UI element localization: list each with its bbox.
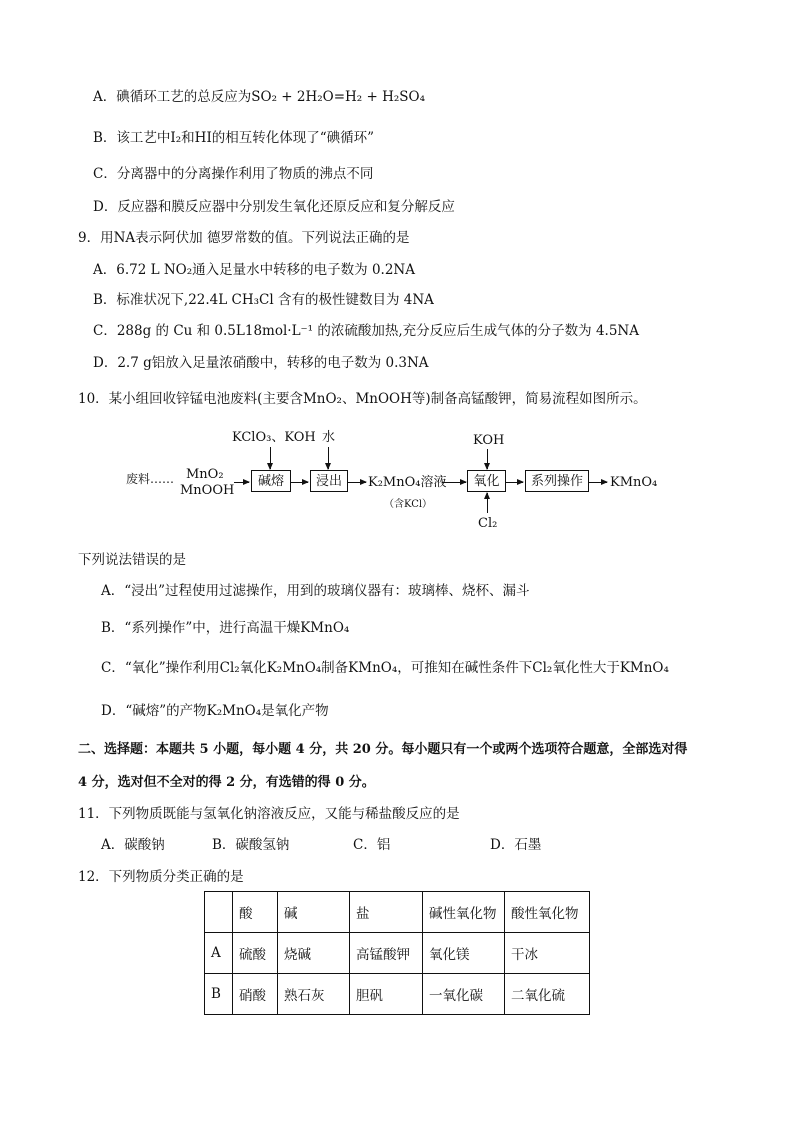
flow-box-leach: 浸出: [310, 470, 348, 492]
flow-mid: K₂MnO₄溶液: [368, 475, 447, 490]
arrow-to-oxidize: [442, 482, 466, 483]
flow-end: KMnO₄: [610, 475, 658, 490]
table-header-cell: 碱: [278, 892, 350, 933]
table-header-cell: 酸性氧化物: [505, 892, 590, 933]
table-cell: 干冰: [505, 933, 590, 974]
table-cell: 一氧化碳: [423, 974, 505, 1015]
q11-option-b: B．碳酸氢钠: [212, 837, 290, 853]
flow-box-oxidize: 氧化: [467, 470, 506, 492]
q10-stem: 10．某小组回收锌锰电池废料(主要含MnO₂、MnOOH等)制备高锰酸钾，简易流程如图所示。: [78, 391, 647, 407]
q9-option-c: C．288g 的 Cu 和 0.5L18mol·L⁻¹ 的浓硫酸加热,充分反应后生成气体的分子数为 4.5NA: [93, 323, 639, 339]
q11-stem: 11．下列物质既能与氢氧化钠溶液反应，又能与稀盐酸反应的是: [78, 806, 460, 822]
q11-option-c: C．铝: [353, 837, 391, 853]
table-header-cell: 碱性氧化物: [423, 892, 505, 933]
arrow-to-series: [506, 482, 523, 483]
table-cell: 熟石灰: [278, 974, 350, 1015]
arrow-to-melt: [234, 482, 249, 483]
q8-option-d: D．反应器和膜反应器中分别发生氧化还原反应和复分解反应: [93, 199, 455, 215]
arrow-to-product: [589, 482, 607, 483]
q9-stem: 9．用NA表示阿伏加 德罗常数的值。下列说法正确的是: [78, 230, 410, 246]
arrow-to-solution: [348, 482, 366, 483]
arrow-reagent1: [270, 447, 271, 469]
flow-reagent2: 水: [322, 430, 336, 445]
table-cell: 硫酸: [233, 933, 278, 974]
arrow-reagent4: [487, 493, 488, 513]
table-row: [205, 974, 590, 1015]
table-cell: 氧化镁: [423, 933, 505, 974]
flow-mnooh: MnOOH: [180, 483, 235, 498]
table-cell: B: [205, 974, 233, 1015]
table-cell: 二氧化硫: [505, 974, 590, 1015]
q9-option-d: D．2.7 g铝放入足量浓硝酸中，转移的电子数为 0.3NA: [93, 355, 429, 371]
table-cell: 烧碱: [278, 933, 350, 974]
q10-option-a: A．“浸出”过程使用过滤操作，用到的玻璃仪器有：玻璃棒、烧杯、漏斗: [101, 583, 530, 599]
flow-mid-note: （含KCl）: [384, 499, 433, 510]
arrow-to-leach: [291, 482, 308, 483]
table-row: [205, 933, 590, 974]
q10-option-d: D．“碱熔”的产物K₂MnO₄是氧化产物: [101, 703, 329, 719]
arrow-reagent2: [328, 447, 329, 469]
q11-option-d: D．石墨: [490, 837, 542, 853]
q12-stem: 12．下列物质分类正确的是: [78, 869, 244, 885]
table-cell: A: [205, 933, 233, 974]
q12-classification-table: [204, 891, 590, 1015]
table-header-cell: [205, 892, 233, 933]
table-header-row: [205, 892, 590, 933]
q8-option-c: C．分离器中的分离操作利用了物质的沸点不同: [93, 166, 374, 182]
flow-reagent1: KClO₃、KOH: [232, 430, 316, 445]
flow-start: 废料……: [126, 472, 175, 486]
q8-option-a: A．碘循环工艺的总反应为SO₂ + 2H₂O=H₂ + H₂SO₄: [93, 89, 426, 105]
table-header-cell: 盐: [350, 892, 423, 933]
q10-prompt: 下列说法错误的是: [78, 552, 186, 568]
q8-option-b: B．该工艺中I₂和HI的相互转化体现了“碘循环”: [93, 130, 375, 146]
flow-box-melt: 碱熔: [251, 470, 291, 492]
table-cell: 高锰酸钾: [350, 933, 423, 974]
table-cell: 胆矾: [350, 974, 423, 1015]
flow-reagent3: KOH: [473, 433, 505, 448]
flow-mno2: MnO₂: [186, 467, 224, 482]
section2-line2: 4 分，选对但不全对的得 2 分，有选错的得 0 分。: [78, 775, 375, 790]
q9-option-b: B．标准状况下,22.4L CH₃Cl 含有的极性键数目为 4NA: [93, 292, 434, 308]
table-header-cell: 酸: [233, 892, 278, 933]
flow-box-series: 系列操作: [525, 470, 589, 492]
q10-option-b: B．“系列操作”中，进行高温干燥KMnO₄: [101, 620, 350, 636]
table-cell: 硝酸: [233, 974, 278, 1015]
arrow-reagent3: [487, 449, 488, 469]
q9-option-a: A．6.72 L NO₂通入足量水中转移的电子数为 0.2NA: [93, 262, 415, 278]
flow-reagent4: Cl₂: [478, 516, 498, 531]
q11-option-a: A．碳酸钠: [101, 837, 165, 853]
section2-line1: 二、选择题：本题共 5 小题，每小题 4 分，共 20 分。每小题只有一个或两个选项符合题意，全部选对得: [78, 742, 688, 757]
q10-option-c: C．“氧化”操作利用Cl₂氧化K₂MnO₄制备KMnO₄，可推知在碱性条件下Cl₂氧化性大于KMnO₄: [101, 660, 669, 676]
